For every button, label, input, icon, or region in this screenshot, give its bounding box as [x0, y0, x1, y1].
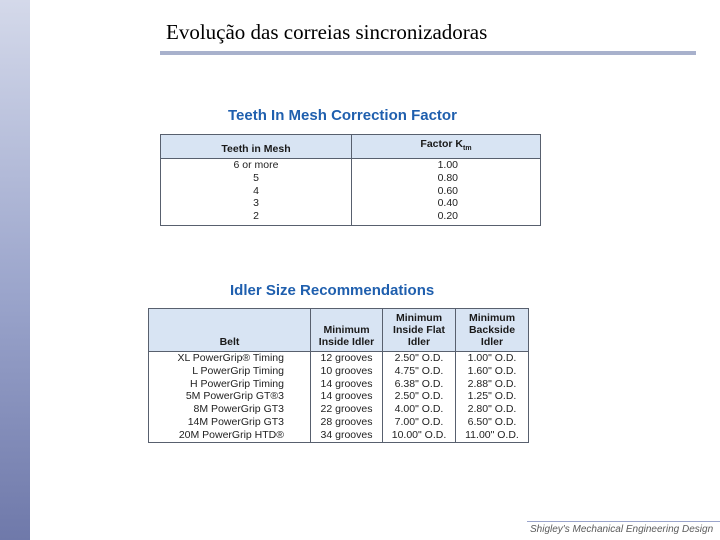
table-cell: 4: [253, 184, 259, 197]
table-cell: 10 grooves: [320, 364, 373, 377]
header-factor-ktm: [352, 135, 541, 159]
header-belt: Belt: [149, 309, 311, 352]
title-underline: [160, 51, 696, 55]
header-min-inside-flat-idler: Minimum Inside Flat Idler: [383, 309, 456, 352]
table1-title: Teeth In Mesh Correction Factor: [228, 107, 457, 124]
table-cell: 1.00" O.D.: [467, 352, 517, 364]
table-cell: H PowerGrip Timing: [190, 377, 284, 390]
footer-credit: Shigley's Mechanical Engineering Design: [530, 524, 714, 535]
table-cell: 12 grooves: [320, 352, 373, 364]
table-cell: 6 or more: [233, 159, 279, 172]
table-header-row: [149, 309, 529, 352]
header-min-inside-idler: Minimum Inside Idler: [311, 309, 383, 352]
factor-column: [352, 159, 541, 226]
table-cell: 11.00" O.D.: [465, 428, 519, 441]
table-cell: 2.80" O.D.: [467, 403, 517, 416]
inside-flat-idler-column: [383, 352, 456, 443]
table-cell: 0.20: [437, 210, 458, 223]
table-cell: 7.00" O.D.: [394, 415, 444, 428]
table-cell: XL PowerGrip® Timing: [177, 352, 284, 364]
backside-idler-column: [456, 352, 529, 443]
table-cell: 28 grooves: [320, 415, 373, 428]
table-cell: 0.40: [437, 197, 458, 210]
belt-column: [149, 352, 311, 443]
table-cell: 2.50" O.D.: [394, 390, 444, 403]
table-cell: 8M PowerGrip GT3: [193, 403, 284, 416]
table-cell: 10.00" O.D.: [391, 428, 447, 441]
table-body-row: [149, 352, 529, 443]
header-teeth-in-mesh: Teeth in Mesh: [161, 135, 352, 159]
table-cell: 5M PowerGrip GT®3: [185, 390, 284, 403]
table-cell: 0.80: [437, 171, 458, 184]
table-cell: 2: [253, 210, 259, 223]
left-decorative-band: [0, 0, 30, 540]
table-cell: 6.50" O.D.: [467, 415, 517, 428]
table-cell: 3: [253, 197, 259, 210]
table-cell: 5: [253, 171, 259, 184]
teeth-in-mesh-table: [160, 134, 541, 226]
header-factor-subscript: tm: [463, 145, 472, 153]
footer-rule: [527, 521, 720, 522]
idler-size-table: [148, 308, 529, 443]
table-body-row: [161, 159, 541, 226]
table-cell: 34 grooves: [320, 428, 373, 441]
table-cell: 14 grooves: [320, 377, 373, 390]
table-cell: L PowerGrip Timing: [192, 364, 284, 377]
table-cell: 1.60" O.D.: [467, 364, 517, 377]
table-cell: 4.00" O.D.: [394, 403, 444, 416]
inside-idler-column: [311, 352, 383, 443]
table-cell: 20M PowerGrip HTD®: [178, 428, 284, 441]
table-cell: 14 grooves: [320, 390, 373, 403]
header-factor-label: Factor K: [420, 138, 464, 150]
table-header-row: [161, 135, 541, 159]
table-cell: 2.88" O.D.: [467, 377, 517, 390]
table-cell: 14M PowerGrip GT3: [187, 415, 284, 428]
table-cell: 2.50" O.D.: [394, 352, 444, 364]
table-cell: 1.00: [437, 159, 458, 172]
table-cell: 22 grooves: [320, 403, 373, 416]
slide-title: Evolução das correias sincronizadoras: [166, 20, 488, 44]
table-cell: 4.75" O.D.: [394, 364, 444, 377]
table-cell: 0.60: [437, 184, 458, 197]
table-cell: 1.25" O.D.: [467, 390, 517, 403]
teeth-column: [161, 159, 352, 226]
table-cell: 6.38" O.D.: [394, 377, 444, 390]
header-min-backside-idler: Minimum Backside Idler: [456, 309, 529, 352]
table2-title: Idler Size Recommendations: [230, 282, 435, 299]
